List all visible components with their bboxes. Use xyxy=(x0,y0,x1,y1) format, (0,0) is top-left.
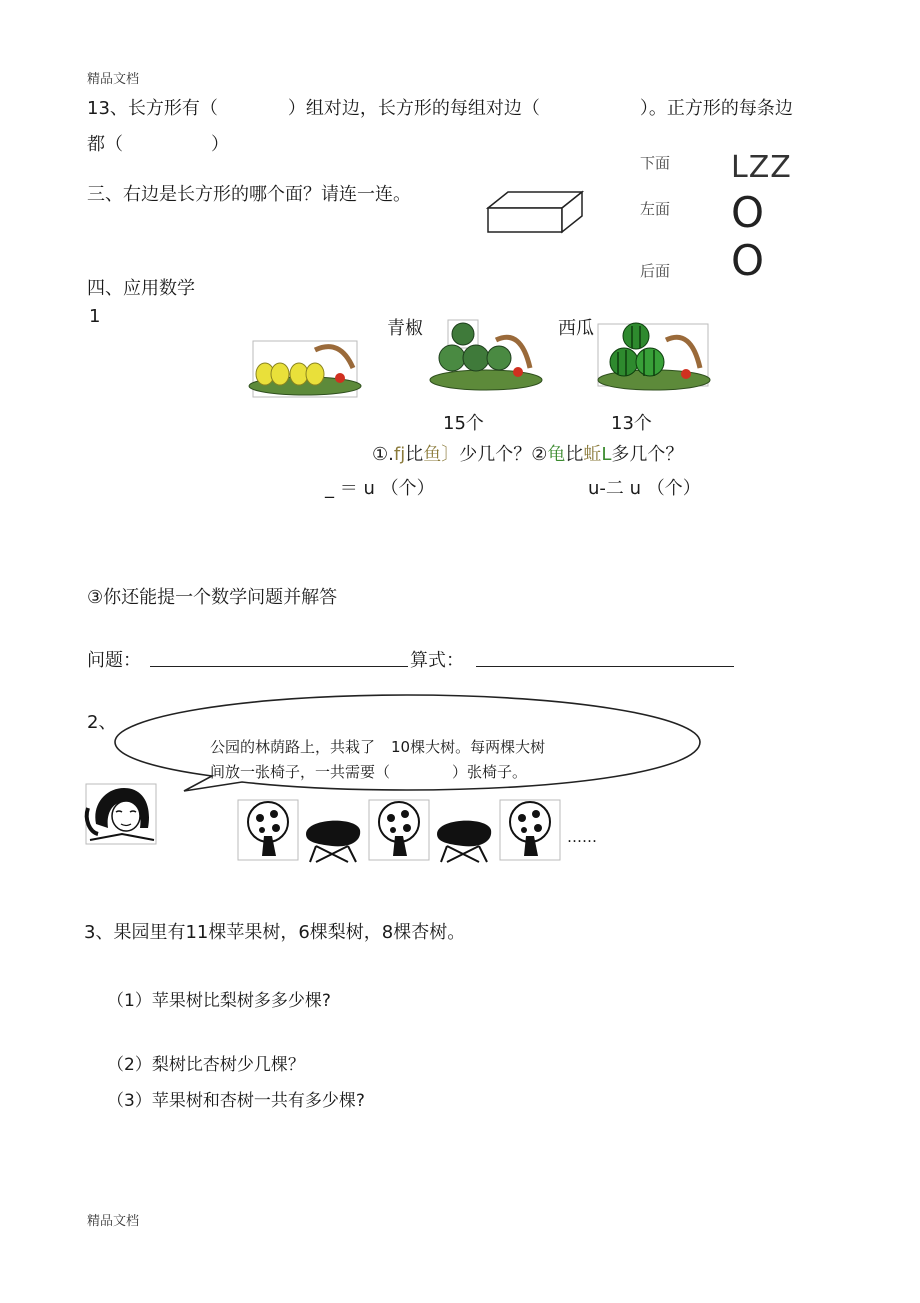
q-shrimp: 蚯 xyxy=(583,444,602,465)
basket-pears-image xyxy=(245,338,365,400)
bubble-line-2 xyxy=(210,761,527,782)
bubble-line-1 xyxy=(210,736,545,757)
count-pepper: 15个 xyxy=(443,413,484,434)
formula-label: 算式： xyxy=(410,650,464,671)
problem3-q1: （1）苹果树比梨树多多少棵? xyxy=(107,991,331,1011)
q13-line2 xyxy=(87,130,229,156)
q13-text-a: 13、长方形有（ xyxy=(87,98,218,119)
bubble-number: 10 xyxy=(391,738,411,756)
watermark-top: 精品文档 xyxy=(87,72,140,87)
section3-title: 三、右边是长方形的哪个面？请连一连。 xyxy=(87,184,411,205)
face-label-back: 后面 xyxy=(640,262,671,280)
chair-icon-1 xyxy=(302,812,364,866)
face-label-bottom: 下面 xyxy=(640,154,671,172)
tree-icon-1 xyxy=(238,800,300,862)
basket-melon-image xyxy=(596,318,714,394)
equation-1: _ ＝ u （个） xyxy=(325,478,435,499)
face-label-left: 左面 xyxy=(640,200,671,218)
q13-text-c: ）。正方形的每条边 xyxy=(639,98,793,119)
tree-icon-3 xyxy=(500,800,562,862)
question-3-prompt: ③你还能提一个数学问题并解答 xyxy=(87,587,338,608)
q-bracket: 〕 xyxy=(441,444,460,465)
q-turtle: 龟 xyxy=(547,444,566,465)
q-fj: fj xyxy=(393,444,406,465)
label-pepper: 青椒 xyxy=(387,318,423,339)
q13-text-e: ） xyxy=(211,134,229,155)
girl-reading-image xyxy=(86,784,158,846)
ellipsis: …… xyxy=(567,828,597,846)
bubble-text-b: 棵大树。每两棵大树 xyxy=(410,738,546,756)
count-melon: 13个 xyxy=(611,413,652,434)
q-rest-2: 多几个？ xyxy=(611,444,684,465)
q13-text-b: ）组对边，长方形的每组对边（ xyxy=(287,98,540,119)
q-rest-1: 少几个？② xyxy=(459,444,548,465)
bubble-text-d: ）张椅子。 xyxy=(452,763,528,781)
bubble-text-a: 公园的林荫路上，共栽了 xyxy=(210,738,376,756)
q13-text-d: 都（ xyxy=(87,134,123,155)
q-circle-1: ①. xyxy=(372,444,394,465)
problem1-number: 1 xyxy=(89,306,101,327)
problem-answer-line[interactable] xyxy=(150,646,408,667)
label-melon: 西瓜 xyxy=(558,318,594,339)
problem3-stem: 3、果园里有11棵苹果树，6棵梨树，8棵杏树。 xyxy=(84,922,466,943)
q-fish: 鱼 xyxy=(423,444,442,465)
problem2-number: 2、 xyxy=(87,712,117,733)
q-bi-1: 比 xyxy=(405,444,424,465)
q-L: L xyxy=(601,444,612,465)
problem3-q3: （3）苹果树和杏树一共有多少棵? xyxy=(107,1091,365,1111)
face-shape-2: O xyxy=(731,188,765,237)
formula-answer-line[interactable] xyxy=(476,646,734,667)
chair-icon-2 xyxy=(433,812,495,866)
q13-line1 xyxy=(87,94,793,120)
watermark-bottom: 精品文档 xyxy=(87,1214,140,1229)
face-shape-3: O xyxy=(731,236,765,285)
problem-label: 问题： xyxy=(87,650,141,671)
problem3-q2: （2）梨树比杏树少几棵？ xyxy=(107,1055,305,1075)
section4-title: 四、应用数学 xyxy=(87,278,195,299)
face-shape-1: LZZ xyxy=(731,150,792,185)
equation-2: u-二 u （个） xyxy=(588,478,701,499)
bubble-text-c: 间放一张椅子，一共需要（ xyxy=(210,763,391,781)
tree-icon-2 xyxy=(369,800,431,862)
comparison-questions xyxy=(372,440,683,466)
basket-pepper-image xyxy=(426,318,544,394)
q-bi-2: 比 xyxy=(565,444,584,465)
cuboid-figure xyxy=(486,190,586,236)
